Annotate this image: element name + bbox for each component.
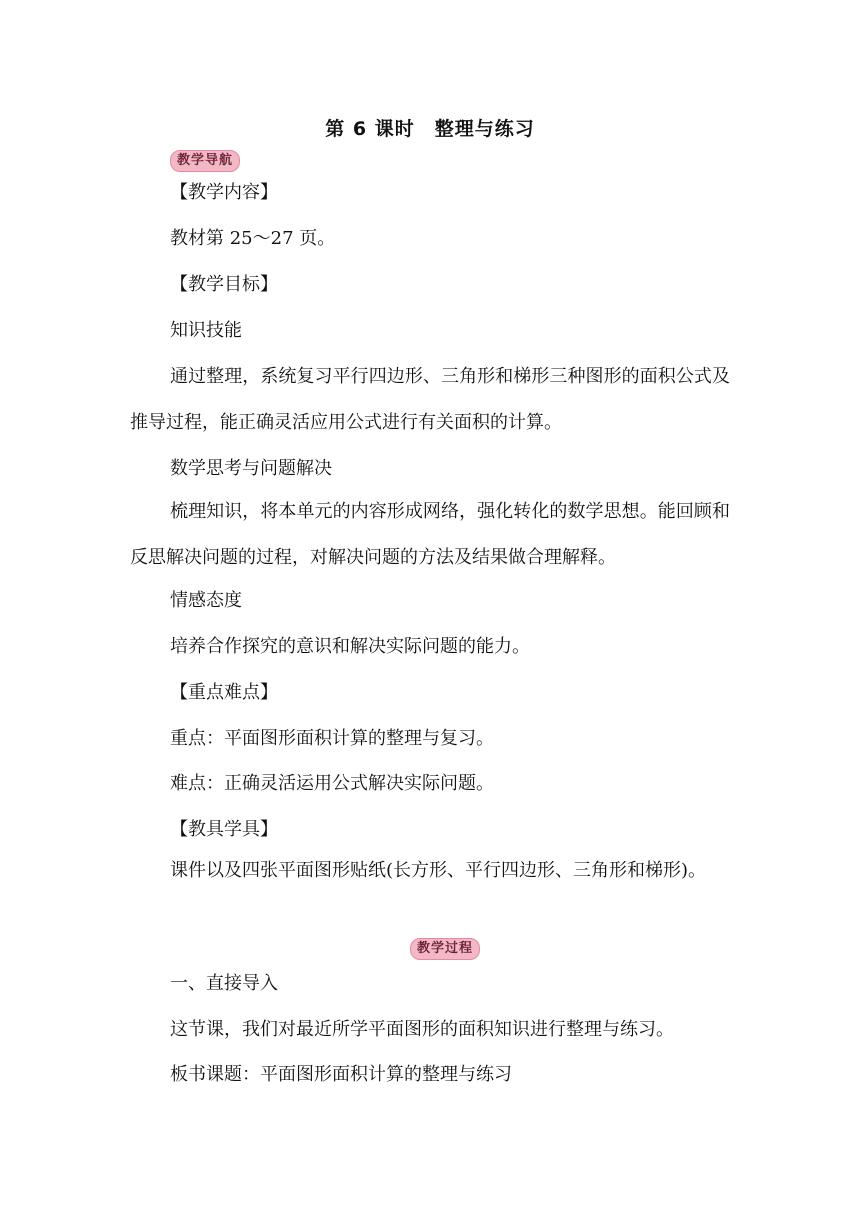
tools-heading: 【教具学具】	[170, 819, 278, 840]
blackboard-title: 板书课题：平面图形面积计算的整理与练习	[170, 1064, 512, 1085]
goal-attitude-title: 情感态度	[170, 590, 242, 611]
tools-text: 课件以及四张平面图形贴纸(长方形、平行四边形、三角形和梯形)。	[170, 860, 707, 881]
content-text: 教材第 25～27 页。	[170, 228, 336, 249]
goal-knowledge-title: 知识技能	[170, 320, 242, 341]
teaching-process-badge: 教学过程	[410, 938, 480, 960]
keypoints-heading: 【重点难点】	[170, 682, 278, 703]
teaching-navigation-badge: 教学导航	[170, 150, 240, 172]
key-point: 重点：平面图形面积计算的整理与复习。	[170, 728, 494, 749]
goal-thinking-text: 梳理知识，将本单元的内容形成网络，强化转化的数学思想。能回顾和反思解决问题的过程，对解决问题的方法及结果做合理解释。	[130, 501, 730, 568]
page-title: 第 6 课时 整理与练习	[325, 118, 535, 140]
step1-text: 这节课，我们对最近所学平面图形的面积知识进行整理与练习。	[170, 1019, 674, 1040]
goal-attitude-text: 培养合作探究的意识和解决实际问题的能力。	[170, 636, 530, 657]
content-heading: 【教学内容】	[170, 182, 278, 203]
goal-knowledge-text: 通过整理，系统复习平行四边形、三角形和梯形三种图形的面积公式及推导过程，能正确灵活应用公式进行有关面积的计算。	[130, 366, 730, 433]
step1-title: 一、直接导入	[170, 973, 278, 994]
goals-heading: 【教学目标】	[170, 274, 278, 295]
difficult-point: 难点：正确灵活运用公式解决实际问题。	[170, 773, 494, 794]
goal-thinking-title: 数学思考与问题解决	[170, 458, 332, 479]
